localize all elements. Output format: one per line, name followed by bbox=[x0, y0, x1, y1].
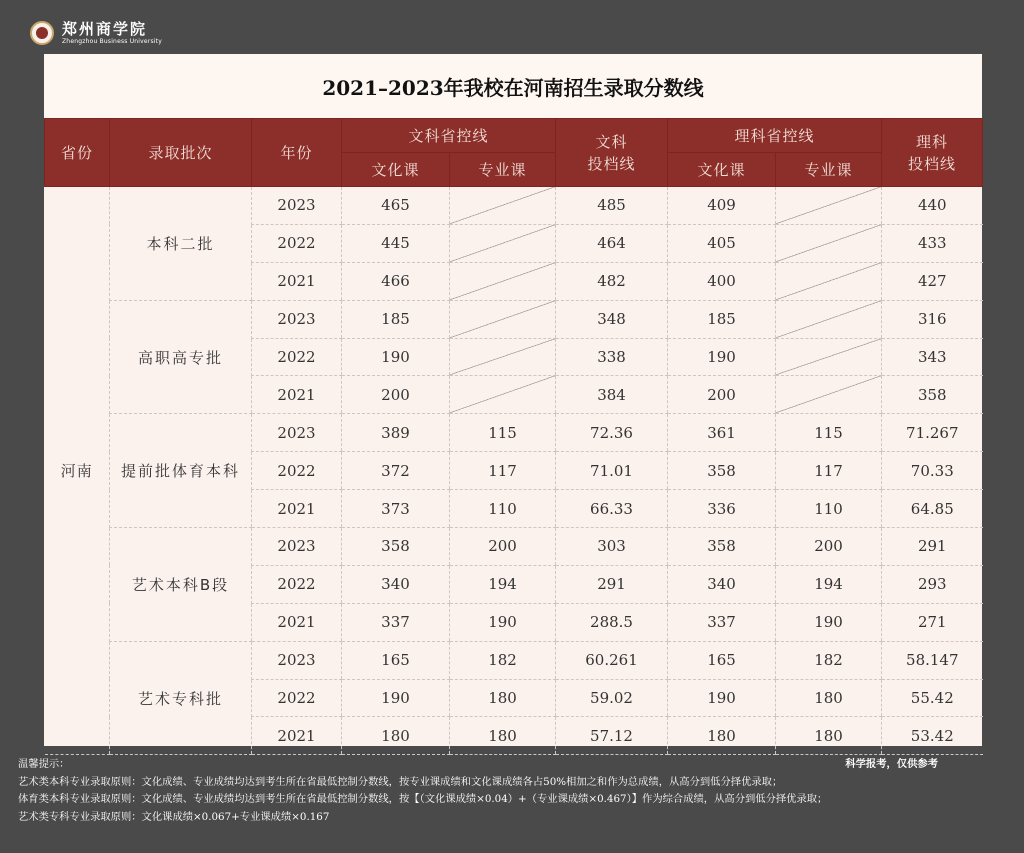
header-like-toudang bbox=[882, 119, 983, 187]
li-culture-cell: 180 bbox=[668, 717, 776, 755]
wen-culture-cell: 340 bbox=[342, 565, 450, 603]
header-like-control: 理科省控线 bbox=[668, 119, 882, 153]
li-tou-cell: 64.85 bbox=[882, 490, 983, 528]
li-major-cell bbox=[776, 187, 882, 225]
notes bbox=[18, 756, 1008, 826]
wen-culture-cell: 337 bbox=[342, 603, 450, 641]
li-culture-cell: 190 bbox=[668, 679, 776, 717]
li-tou-cell: 440 bbox=[882, 187, 983, 225]
page-title: 2021–2023年我校在河南招生录取分数线 bbox=[322, 75, 704, 100]
li-culture-cell: 165 bbox=[668, 641, 776, 679]
school-name-cn: 郑州商学院 bbox=[62, 19, 148, 38]
header-wenke-culture: 文化课 bbox=[342, 153, 450, 187]
wen-tou-cell: 384 bbox=[556, 376, 668, 414]
wen-major-cell: 194 bbox=[450, 565, 556, 603]
li-culture-cell: 358 bbox=[668, 528, 776, 566]
wen-major-cell bbox=[450, 300, 556, 338]
wen-culture-cell: 185 bbox=[342, 300, 450, 338]
year-cell: 2022 bbox=[252, 338, 342, 376]
li-major-cell: 115 bbox=[776, 414, 882, 452]
school-emblem-icon bbox=[30, 21, 54, 45]
table-row bbox=[45, 187, 983, 225]
year-cell: 2022 bbox=[252, 679, 342, 717]
wen-culture-cell: 190 bbox=[342, 338, 450, 376]
wen-major-cell: 180 bbox=[450, 679, 556, 717]
li-tou-cell: 70.33 bbox=[882, 452, 983, 490]
wen-tou-cell: 66.33 bbox=[556, 490, 668, 528]
table-row bbox=[45, 641, 983, 679]
score-panel bbox=[44, 54, 982, 746]
li-tou-cell: 427 bbox=[882, 262, 983, 300]
note-line-sports-undergrad: 体育类本科专业录取原则：文化成绩、专业成绩均达到考生所在省最低控制分数线，按【（文化课成绩×0.04）+（专业课成绩×0.467）】作为综合成绩，从高分到低分择优录取； bbox=[18, 793, 828, 805]
year-cell: 2023 bbox=[252, 641, 342, 679]
wen-tou-cell: 464 bbox=[556, 224, 668, 262]
li-major-cell: 117 bbox=[776, 452, 882, 490]
li-culture-cell: 358 bbox=[668, 452, 776, 490]
year-cell: 2023 bbox=[252, 300, 342, 338]
score-table bbox=[44, 118, 983, 755]
wen-tou-cell: 303 bbox=[556, 528, 668, 566]
wen-major-cell bbox=[450, 262, 556, 300]
wen-tou-cell: 59.02 bbox=[556, 679, 668, 717]
li-major-cell: 180 bbox=[776, 717, 882, 755]
table-row bbox=[45, 528, 983, 566]
wen-tou-cell: 72.36 bbox=[556, 414, 668, 452]
li-culture-cell: 190 bbox=[668, 338, 776, 376]
wen-culture-cell: 165 bbox=[342, 641, 450, 679]
year-cell: 2021 bbox=[252, 262, 342, 300]
li-major-cell bbox=[776, 376, 882, 414]
header-wenke-control: 文科省控线 bbox=[342, 119, 556, 153]
note-line-art-college: 艺术类专科专业录取原则：文化课成绩×0.067+专业课成绩×0.167 bbox=[18, 810, 330, 823]
notes-heading: 温馨提示： bbox=[18, 758, 70, 770]
li-tou-cell: 53.42 bbox=[882, 717, 983, 755]
li-tou-cell: 71.267 bbox=[882, 414, 983, 452]
li-culture-cell: 409 bbox=[668, 187, 776, 225]
li-major-cell: 200 bbox=[776, 528, 882, 566]
li-tou-cell: 433 bbox=[882, 224, 983, 262]
li-culture-cell: 405 bbox=[668, 224, 776, 262]
batch-cell: 本科二批 bbox=[110, 187, 252, 301]
header-batch: 录取批次 bbox=[110, 119, 252, 187]
wen-culture-cell: 465 bbox=[342, 187, 450, 225]
li-tou-cell: 58.147 bbox=[882, 641, 983, 679]
year-cell: 2023 bbox=[252, 187, 342, 225]
year-cell: 2021 bbox=[252, 490, 342, 528]
wen-culture-cell: 358 bbox=[342, 528, 450, 566]
li-major-cell: 180 bbox=[776, 679, 882, 717]
header-wenke-major: 专业课 bbox=[450, 153, 556, 187]
note-line-art-undergrad: 艺术类本科专业录取原则：文化成绩、专业成绩均达到考生所在省最低控制分数线，按专业课成绩和文化课成绩各占50%相加之和作为总成绩，从高分到低分择优录取； bbox=[18, 775, 783, 788]
year-cell: 2022 bbox=[252, 224, 342, 262]
wen-major-cell: 180 bbox=[450, 717, 556, 755]
header-like-toudang-line1: 理科 bbox=[916, 132, 949, 151]
li-culture-cell: 340 bbox=[668, 565, 776, 603]
year-cell: 2022 bbox=[252, 452, 342, 490]
wen-major-cell: 115 bbox=[450, 414, 556, 452]
wen-tou-cell: 57.12 bbox=[556, 717, 668, 755]
wen-culture-cell: 190 bbox=[342, 679, 450, 717]
school-name bbox=[62, 19, 162, 45]
year-cell: 2022 bbox=[252, 565, 342, 603]
li-major-cell: 190 bbox=[776, 603, 882, 641]
wen-culture-cell: 372 bbox=[342, 452, 450, 490]
header-province: 省份 bbox=[45, 119, 110, 187]
wen-culture-cell: 180 bbox=[342, 717, 450, 755]
li-culture-cell: 336 bbox=[668, 490, 776, 528]
header-like-toudang-line2: 投档线 bbox=[908, 154, 957, 173]
wen-major-cell: 200 bbox=[450, 528, 556, 566]
header-like-major: 专业课 bbox=[776, 153, 882, 187]
header-year: 年份 bbox=[252, 119, 342, 187]
li-major-cell: 194 bbox=[776, 565, 882, 603]
li-major-cell bbox=[776, 262, 882, 300]
wen-culture-cell: 373 bbox=[342, 490, 450, 528]
wen-tou-cell: 60.261 bbox=[556, 641, 668, 679]
wen-tou-cell: 71.01 bbox=[556, 452, 668, 490]
wen-major-cell bbox=[450, 187, 556, 225]
li-tou-cell: 291 bbox=[882, 528, 983, 566]
li-culture-cell: 400 bbox=[668, 262, 776, 300]
wen-major-cell: 190 bbox=[450, 603, 556, 641]
wen-major-cell bbox=[450, 224, 556, 262]
li-major-cell: 110 bbox=[776, 490, 882, 528]
li-tou-cell: 343 bbox=[882, 338, 983, 376]
li-major-cell: 182 bbox=[776, 641, 882, 679]
title-bar bbox=[44, 54, 982, 118]
li-major-cell bbox=[776, 338, 882, 376]
wen-tou-cell: 288.5 bbox=[556, 603, 668, 641]
wen-tou-cell: 485 bbox=[556, 187, 668, 225]
year-cell: 2021 bbox=[252, 717, 342, 755]
wen-culture-cell: 445 bbox=[342, 224, 450, 262]
li-culture-cell: 185 bbox=[668, 300, 776, 338]
wen-major-cell: 110 bbox=[450, 490, 556, 528]
wen-culture-cell: 466 bbox=[342, 262, 450, 300]
table-body bbox=[45, 187, 983, 755]
header-like-culture: 文化课 bbox=[668, 153, 776, 187]
table-row bbox=[45, 300, 983, 338]
wen-major-cell bbox=[450, 376, 556, 414]
table-header bbox=[45, 119, 983, 187]
wen-tou-cell: 348 bbox=[556, 300, 668, 338]
wen-tou-cell: 338 bbox=[556, 338, 668, 376]
wen-culture-cell: 200 bbox=[342, 376, 450, 414]
wen-major-cell: 117 bbox=[450, 452, 556, 490]
year-cell: 2021 bbox=[252, 603, 342, 641]
header-wenke-toudang bbox=[556, 119, 668, 187]
wen-major-cell bbox=[450, 338, 556, 376]
wen-tou-cell: 482 bbox=[556, 262, 668, 300]
li-culture-cell: 361 bbox=[668, 414, 776, 452]
year-cell: 2023 bbox=[252, 414, 342, 452]
batch-cell: 艺术专科批 bbox=[110, 641, 252, 755]
wen-major-cell: 182 bbox=[450, 641, 556, 679]
school-logo bbox=[30, 16, 162, 50]
province-cell: 河南 bbox=[45, 187, 110, 755]
li-tou-cell: 271 bbox=[882, 603, 983, 641]
li-major-cell bbox=[776, 300, 882, 338]
li-tou-cell: 358 bbox=[882, 376, 983, 414]
li-culture-cell: 200 bbox=[668, 376, 776, 414]
batch-cell: 提前批体育本科 bbox=[110, 414, 252, 528]
li-tou-cell: 316 bbox=[882, 300, 983, 338]
wen-tou-cell: 291 bbox=[556, 565, 668, 603]
header-wenke-toudang-line1: 文科 bbox=[595, 132, 628, 151]
li-tou-cell: 55.42 bbox=[882, 679, 983, 717]
table-row bbox=[45, 414, 983, 452]
year-cell: 2023 bbox=[252, 528, 342, 566]
year-cell: 2021 bbox=[252, 376, 342, 414]
batch-cell: 艺术本科B段 bbox=[110, 528, 252, 642]
school-name-en: Zhengzhou Business University bbox=[62, 37, 162, 45]
li-culture-cell: 337 bbox=[668, 603, 776, 641]
header-wenke-toudang-line2: 投档线 bbox=[587, 154, 636, 173]
notes-disclaimer: 科学报考，仅供参考 bbox=[845, 758, 938, 770]
li-major-cell bbox=[776, 224, 882, 262]
li-tou-cell: 293 bbox=[882, 565, 983, 603]
batch-cell: 高职高专批 bbox=[110, 300, 252, 414]
wen-culture-cell: 389 bbox=[342, 414, 450, 452]
